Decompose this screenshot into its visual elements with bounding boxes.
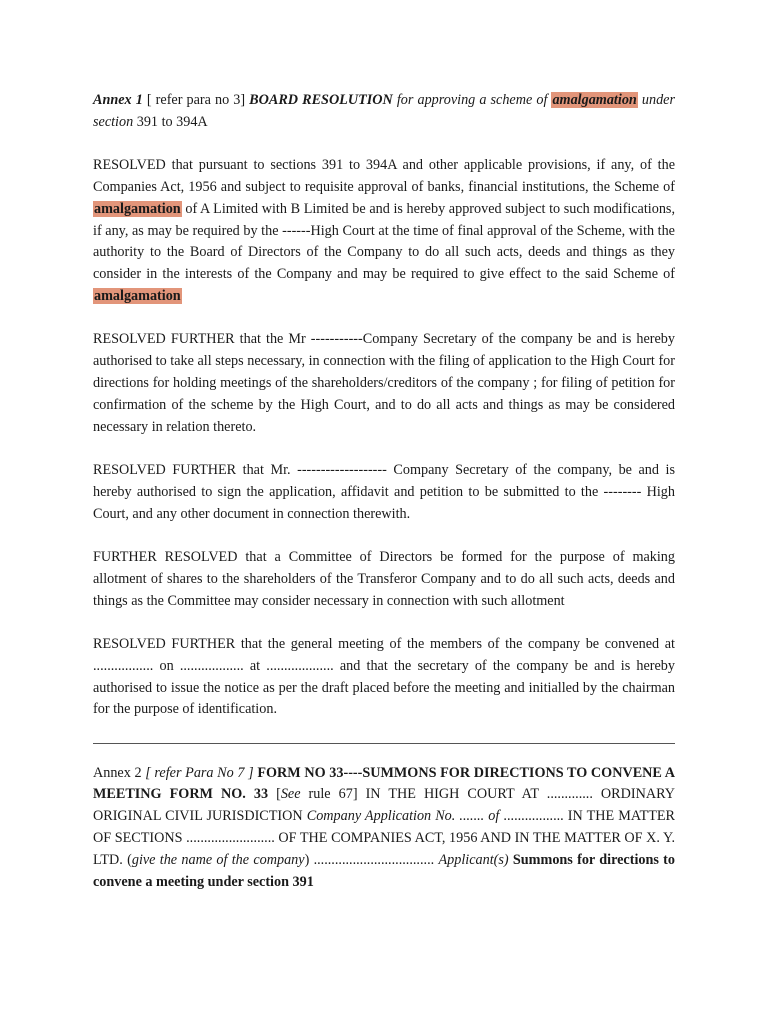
section-divider [93,743,675,744]
resolution-paragraph-2: RESOLVED FURTHER that the Mr -----------Company Secretary of the company be and is hereby authorised to take all steps necessary, in connection with the filing of application to the High Court for directions for holding meetings of the shareholders/creditors of the company ; for filing of petition for confirmation of the scheme by the High Court, and to do all acts and things as may be considered necessary in relation thereto. [93,331,675,435]
board-resolution-title: BOARD RESOLUTION [249,92,393,108]
matter-text: ................. IN THE MATTER OF SECTIONS ......................... OF THE COMPANIES ACT, 1956 AND IN THE MATTER OF X. Y. LTD. ( [93,808,675,868]
annex-1-section-range: 391 to 394A [136,113,208,130]
see-bracket: [ [268,786,281,803]
annex-1-label: Annex 1 [93,92,143,108]
document-body [93,90,675,915]
see-label: See [280,786,301,803]
applicants-label: Applicant(s) [438,851,509,868]
annex-1-under-section: under section [93,92,675,130]
annex-1-ref: [ refer para no 3] [142,92,250,108]
company-application-no: Company Application No. ....... of [306,808,500,825]
highlight-amalgamation: amalgamation [552,92,637,108]
summons-heading: Summons for directions to convene a meeting under section 391 [93,851,675,890]
annex-1-for-approving: for approving a scheme of [392,92,552,108]
highlight-amalgamation: amalgamation [94,287,181,304]
highlight-amalgamation: amalgamation [94,200,181,217]
annex-1-heading [93,90,675,134]
form-33-title: FORM NO 33----SUMMONS FOR DIRECTIONS TO CONVENE A MEETING FORM NO. 33 [93,764,675,803]
annex-2-label: Annex 2 [93,764,146,781]
resolution-paragraph-4: FURTHER RESOLVED that a Committee of Directors be formed for the purpose of making allotment of shares to the shareholders of the Transferor Company and to do all such acts, deeds and things as the Committee may consider necessary in connection with such allotment [93,548,675,609]
resolution-paragraph-1 [93,155,675,308]
resolution-paragraph-5: RESOLVED FURTHER that the general meeting of the members of the company be convened at ................. on .................. at ................... and that the secretary of the company be and is hereby authorised to issue the notice as per the draft placed before the meeting and initialled by the chairman for the purpose of identification. [93,635,675,718]
rule-67-text: rule 67] IN THE HIGH COURT AT ............. ORDINARY ORIGINAL CIVIL JURISDICTION [93,786,676,825]
applicant-dots: ) .................................. [304,851,439,868]
annex-2-ref: [ refer Para No 7 ] [145,764,254,781]
give-company-name: give the name of the company [131,851,305,868]
resolution-1-text-b: of A Limited with B Limited be and is hereby approved subject to such modifications, if any, as may be required by the ------High Court at the time of final approval of the Scheme, with the authority to the Board of Directors of the Company to do all such acts, deeds and things as they consider in the interests of the Company and may be required to give effect to the said Scheme of [93,200,675,283]
annex-2-paragraph [93,763,675,894]
resolution-1-text-a: RESOLVED that pursuant to sections 391 to 394A and other applicable provisions, if any, of the Companies Act, 1956 and subject to requisite approval of banks, financial institutions, the Scheme of [93,157,675,195]
resolution-paragraph-3: RESOLVED FURTHER that Mr. ------------------- Company Secretary of the company, be and is hereby authorised to sign the application, affidavit and petition to be submitted to the -------- High Court, and any other document in connection therewith. [93,461,675,522]
